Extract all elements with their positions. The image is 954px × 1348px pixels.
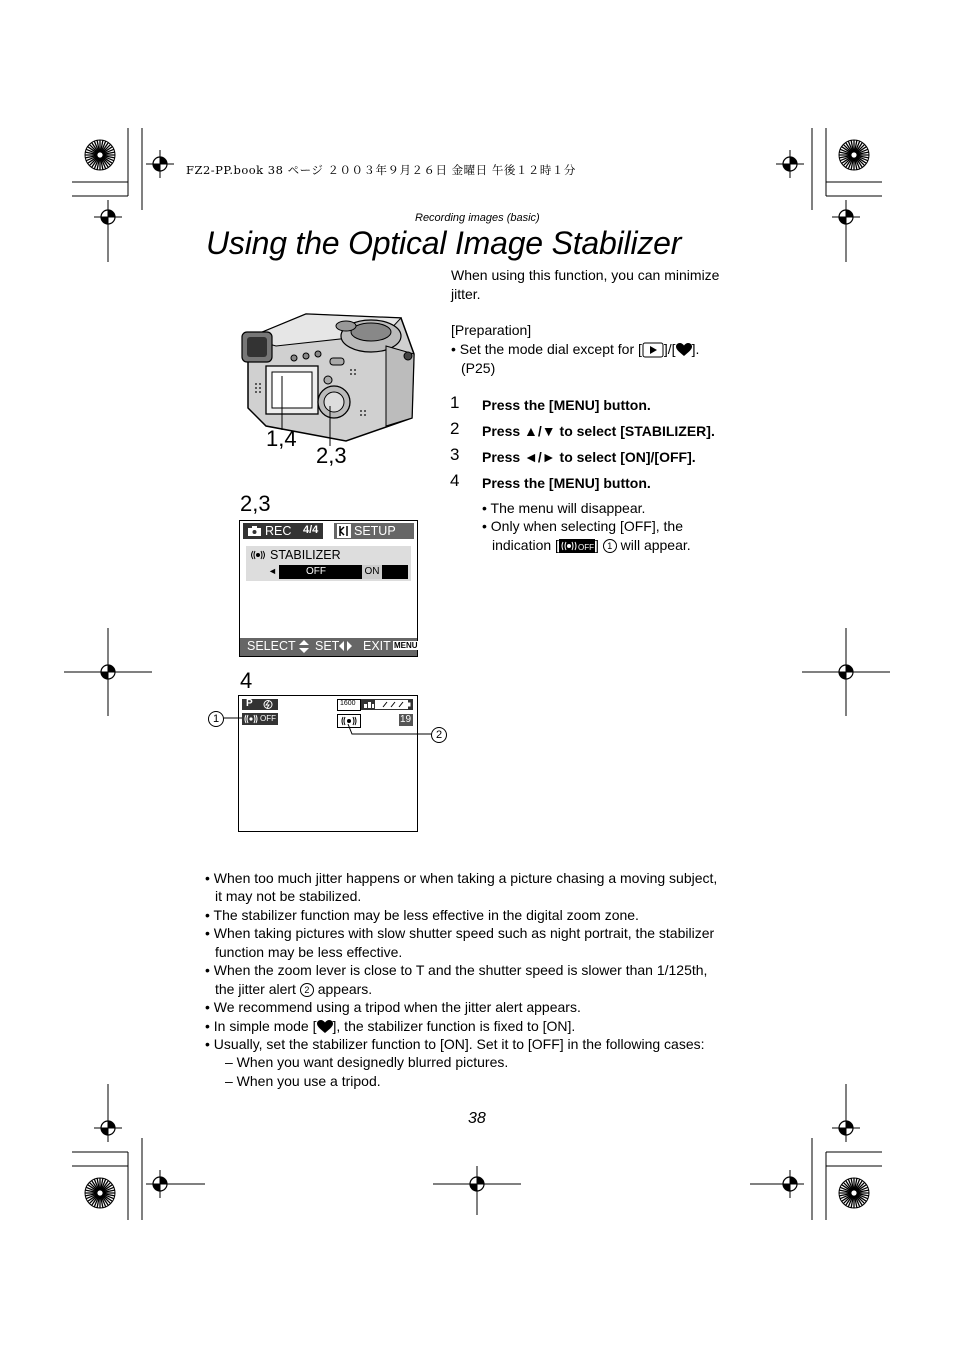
camera-label-2-3: 2,3 bbox=[316, 443, 347, 468]
footer-exit: EXIT bbox=[363, 639, 391, 653]
note-7b: – When you use a tripod. bbox=[225, 1073, 381, 1089]
step-text: Press ▲/▼ to select [STABILIZER]. bbox=[482, 423, 715, 439]
step-text: Press ◄/► to select [ON]/[OFF]. bbox=[482, 449, 696, 465]
step-number: 4 bbox=[450, 471, 460, 490]
note-4b-prefix: the jitter alert bbox=[215, 981, 300, 997]
camera-icon bbox=[248, 526, 261, 536]
preparation-bullet bbox=[451, 340, 699, 359]
step-number: 1 bbox=[450, 393, 460, 412]
preparation-ref: (P25) bbox=[461, 360, 496, 376]
section-label: Recording images (basic) bbox=[415, 212, 540, 224]
stabilizer-item-label: STABILIZER bbox=[270, 548, 341, 562]
tab-setup-label: SETUP bbox=[354, 524, 396, 538]
menu-screen bbox=[239, 520, 418, 657]
footer-select: SELECT bbox=[247, 639, 296, 653]
note-4b-suffix: appears. bbox=[313, 981, 373, 997]
note-6-prefix: • In simple mode [ bbox=[205, 1018, 317, 1034]
display-figure-label: 4 bbox=[240, 668, 253, 693]
up-down-icon bbox=[299, 640, 309, 653]
note-prefix: indication [ bbox=[492, 537, 559, 553]
tab-rec bbox=[243, 523, 323, 539]
option-off: OFF bbox=[306, 566, 326, 577]
crop-info-line: FZ2-PP.book 38 ページ ２００３年９月２６日 金曜日 午後１２時１分 bbox=[186, 163, 576, 177]
svg-text:OFF: OFF bbox=[577, 543, 594, 553]
heart-icon bbox=[676, 343, 692, 357]
note-7: • Usually, set the stabilizer function to [ON]. Set it to [OFF] in the following cases: bbox=[205, 1036, 705, 1052]
tab-setup bbox=[334, 523, 414, 539]
prep-prefix: • Set the mode dial except for [ bbox=[451, 341, 642, 357]
mode-label: P bbox=[246, 698, 253, 709]
callout-marker: 1 bbox=[603, 539, 617, 553]
note-4a: • When the zoom lever is close to T and the shutter speed is slower than 1/125th, bbox=[205, 962, 708, 978]
stabilizer-off-text: OFF bbox=[260, 714, 276, 723]
step-text: Press the [MENU] button. bbox=[482, 475, 651, 491]
stabilizer-icon bbox=[250, 550, 266, 560]
option-left-arrow: ◄ bbox=[268, 566, 277, 576]
page-number: 38 bbox=[468, 1110, 486, 1127]
tab-page: 4/4 bbox=[303, 524, 319, 536]
step-number: 2 bbox=[450, 419, 460, 438]
stabilizer-row bbox=[246, 546, 411, 581]
camera-illustration bbox=[236, 296, 426, 446]
callout-2: 2 bbox=[431, 727, 447, 743]
play-icon bbox=[642, 342, 664, 358]
page-title: Using the Optical Image Stabilizer bbox=[206, 225, 682, 261]
preparation-heading: [Preparation] bbox=[451, 322, 532, 338]
callout-1: 1 bbox=[208, 711, 224, 727]
menu-figure-label: 2,3 bbox=[240, 491, 271, 516]
prep-mid: ]/[ bbox=[663, 341, 676, 357]
footer-set: SET bbox=[315, 639, 340, 653]
note-4b bbox=[215, 980, 372, 999]
note-3b: function may be less effective. bbox=[215, 944, 403, 960]
option-on: ON bbox=[362, 565, 382, 579]
step-number: 3 bbox=[450, 445, 460, 464]
note-1b: it may not be stabilized. bbox=[215, 888, 362, 904]
step4-note-1: • The menu will disappear. bbox=[482, 500, 646, 516]
menu-tab-bar bbox=[240, 521, 417, 540]
shot-count: 19 bbox=[400, 714, 412, 725]
menu-footer bbox=[240, 638, 417, 656]
note-5: • We recommend using a tripod when the jitter alert appears. bbox=[205, 999, 581, 1015]
camera-label-1-4: 1,4 bbox=[266, 426, 297, 451]
footer-menu-badge: MENU bbox=[394, 641, 418, 650]
note-7a: – When you want designedly blurred pictures. bbox=[225, 1054, 509, 1070]
tab-rec-label: REC bbox=[265, 524, 292, 538]
prep-suffix: ]. bbox=[691, 341, 700, 357]
stabilizer-icon bbox=[559, 539, 595, 553]
note-1a: • When too much jitter happens or when taking a picture chasing a moving subject, bbox=[205, 870, 718, 886]
note-2: • The stabilizer function may be less effective in the digital zoom zone. bbox=[205, 907, 639, 923]
heart-icon bbox=[317, 1020, 333, 1034]
resolution-text: 1600 bbox=[340, 700, 356, 707]
note-6 bbox=[205, 1017, 575, 1036]
note-6-suffix: ], the stabilizer function is fixed to [ON]. bbox=[332, 1018, 576, 1034]
note-3a: • When taking pictures with slow shutter speed such as night portrait, the stabilizer bbox=[205, 925, 715, 941]
left-right-icon bbox=[339, 641, 352, 651]
step4-note-2: • Only when selecting [OFF], the bbox=[482, 518, 683, 534]
callout-marker: 2 bbox=[300, 983, 314, 997]
intro-text: When using this function, you can minimize jitter. bbox=[451, 267, 720, 302]
note-suffix: ] bbox=[594, 537, 603, 553]
callout-lines bbox=[200, 700, 460, 750]
step-text: Press the [MENU] button. bbox=[482, 397, 651, 413]
note-end: will appear. bbox=[616, 537, 691, 553]
step4-note-2-cont bbox=[492, 536, 691, 555]
option-bar bbox=[279, 565, 408, 579]
setup-icon bbox=[337, 524, 351, 538]
